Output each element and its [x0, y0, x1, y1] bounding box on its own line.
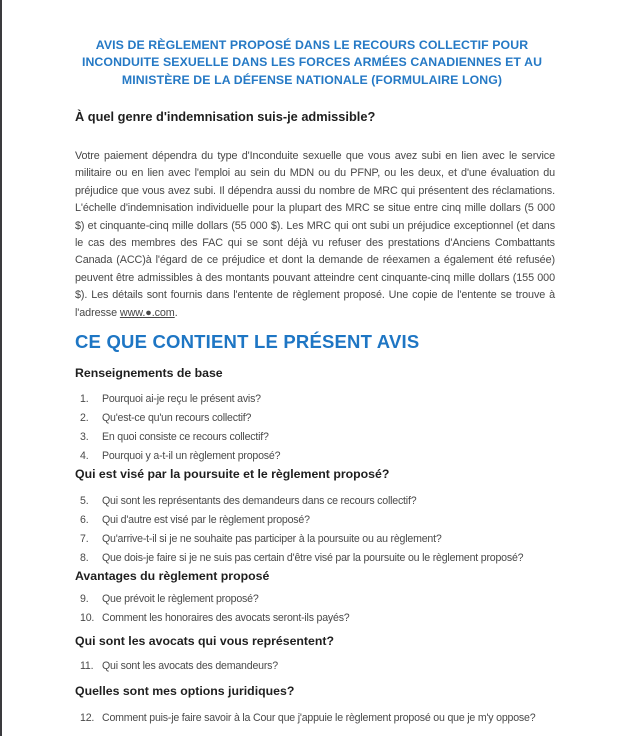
toc-item-text: Pourquoi ai-je reçu le présent avis? [102, 393, 261, 405]
toc-item-8 [75, 551, 624, 565]
toc-item-7 [75, 532, 624, 546]
toc-item-text: Qui sont les avocats des demandeurs? [102, 660, 278, 672]
toc-item-number: 6. [80, 514, 89, 526]
toc-subheading-your-lawyers: Qui sont les avocats qui vous représentent? [75, 634, 334, 648]
toc-item-text: Comment puis-je faire savoir à la Cour que j'appuie le règlement proposé ou que je m'y oppose? [102, 712, 536, 724]
toc-item-text: Qu'arrive-t-il si je ne souhaite pas participer à la poursuite ou au règlement? [102, 533, 442, 545]
toc-item-3 [75, 430, 624, 444]
toc-subheading-settlement-benefits: Avantages du règlement proposé [75, 569, 270, 583]
toc-item-number: 8. [80, 552, 89, 564]
toc-item-text: Comment les honoraires des avocats seront-ils payés? [102, 612, 350, 624]
settlement-website-link[interactable]: www.●.com [119, 306, 175, 319]
toc-item-4 [75, 449, 624, 463]
toc-item-text: En quoi consiste ce recours collectif? [102, 431, 269, 443]
toc-item-text: Qui d'autre est visé par le règlement proposé? [102, 514, 310, 526]
toc-item-text: Qu'est-ce qu'un recours collectif? [102, 412, 252, 424]
toc-item-5 [75, 494, 624, 508]
intro-paragraph-period: . [174, 306, 178, 319]
contents-heading: CE QUE CONTIENT LE PRÉSENT AVIS [75, 331, 420, 352]
toc-item-number: 11. [80, 660, 94, 672]
intro-heading: À quel genre d'indemnisation suis-je admissible? [75, 109, 376, 124]
toc-item-number: 4. [80, 450, 89, 462]
toc-item-number: 2. [80, 412, 89, 424]
toc-item-10 [75, 611, 624, 625]
toc-item-number: 12. [80, 712, 95, 724]
toc-item-11 [75, 659, 624, 673]
toc-item-number: 9. [80, 593, 89, 605]
toc-item-number: 7. [80, 533, 89, 545]
toc-item-number: 10. [80, 612, 95, 624]
toc-item-9 [75, 592, 624, 606]
document-title: AVIS DE RÈGLEMENT PROPOSÉ DANS LE RECOURS COLLECTIF POUR INCONDUITE SEXUELLE DANS LES FORCES ARMÉES CANADIENNES ET AU MINISTÈRE DE LA DÉFENSE NATIONALE (FORMULAIRE LONG) [81, 38, 543, 87]
toc-item-1 [75, 392, 624, 406]
toc-item-6 [75, 513, 624, 527]
toc-item-text: Que prévoit le règlement proposé? [102, 593, 259, 605]
toc-item-number: 3. [80, 431, 89, 443]
toc-item-2 [75, 411, 624, 425]
intro-paragraph [75, 148, 555, 322]
toc-item-text: Qui sont les représentants des demandeurs dans ce recours collectif? [102, 495, 417, 507]
toc-item-number: 5. [80, 495, 89, 507]
toc-subheading-basic-info: Renseignements de base [75, 366, 223, 380]
toc-item-number: 1. [80, 393, 89, 405]
toc-item-12 [75, 711, 624, 725]
intro-paragraph-text: Votre paiement dépendra du type d'Inconduite sexuelle que vous avez subi en lien avec le service militaire ou en lien avec l'emploi au sein du MDN ou du PFNP, ou les deux, et d'une évaluation du préjudice que vous avez subi. Il dépendra aussi du nombre de MRC qui présentent des réclamations. L'échelle d'indemnisation individuelle pour la plupart des MRC se situe entre cinq mille dollars (5 000 $) et cinquante-cinq mille dollars (55 000 $). Les MRC qui ont subi un préjudice exceptionnel (et dans le cas des membres des FAC qui se sont déjà vu refuser des prestations d'Anciens Combattants Canada (ACC)à l'égard de ce préjudice et dont la demande de réexamen a également été refusée) peuvent être admissibles à des montants pouvant atteindre cent cinquante-cinq mille dollars (155 000 $). Les détails sont fournis dans l'entente de règlement proposé. Une copie de l'entente se trouve à l'adresse [75, 150, 555, 319]
page-left-border [0, 0, 2, 736]
toc-subheading-who-is-covered: Qui est visé par la poursuite et le règlement proposé? [75, 467, 390, 481]
toc-subheading-legal-options: Quelles sont mes options juridiques? [75, 684, 295, 698]
toc-item-text: Pourquoi y a-t-il un règlement proposé? [102, 450, 281, 462]
toc-item-text: Que dois-je faire si je ne suis pas certain d'être visé par la poursuite ou le règlement proposé? [102, 552, 524, 564]
